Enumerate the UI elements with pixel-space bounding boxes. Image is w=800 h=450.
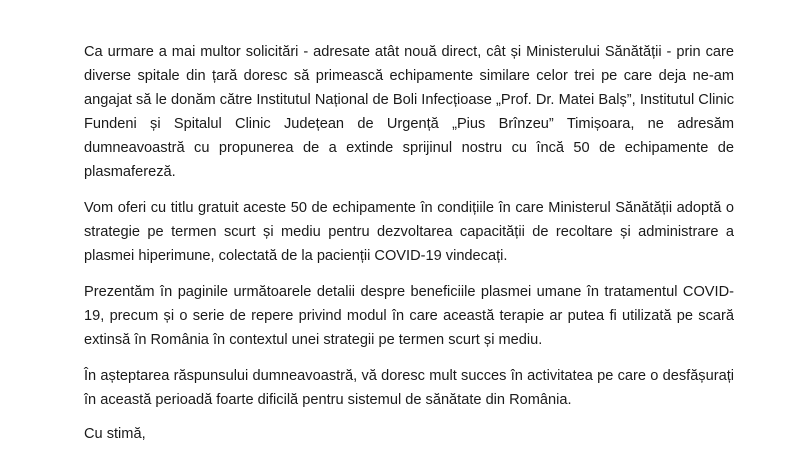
- paragraph-details: Prezentăm în paginile următoarele detalii despre beneficiile plasmei umane în tratamentul COVID-19, precum și o serie de repere privind modul în care această terapie ar putea fi utilizată pe scară extinsă în România în contextul unei strategii pe termen scurt și mediu.: [84, 284, 734, 348]
- paragraph-request: Ca urmare a mai multor solicitări - adresate atât nouă direct, cât și Ministerului Sănătății - prin care diverse spitale din țară doresc să primească echipamente similare celor trei pe care deja ne-am angajat să le donăm către Institutul Național de Boli Infecțioase „Prof. Dr. Matei Balș”, Institutul Clinic Fundeni și Spitalul Clinic Județean de Urgență „Pius Brînzeu” Timișoara, ne adresăm dumneavoastră cu propunerea de a extinde sprijinul nostru cu încă 50 de echipamente de plasmafereză.: [84, 44, 734, 180]
- closing-salutation: Cu stimă,: [84, 426, 146, 442]
- letter-body: [84, 40, 734, 424]
- paragraph-wishes: În așteptarea răspunsului dumneavoastră, vă doresc mult succes în activitatea pe care o desfășurați în această perioadă foarte dificilă pentru sistemul de sănătate din România.: [84, 368, 734, 408]
- paragraph-offer: Vom oferi cu titlu gratuit aceste 50 de echipamente în condițiile în care Ministerul Sănătății adoptă o strategie pe termen scurt și mediu pentru dezvoltarea capacității de recoltare și administrare a plasmei hiperimune, colectată de la pacienții COVID-19 vindecați.: [84, 200, 734, 264]
